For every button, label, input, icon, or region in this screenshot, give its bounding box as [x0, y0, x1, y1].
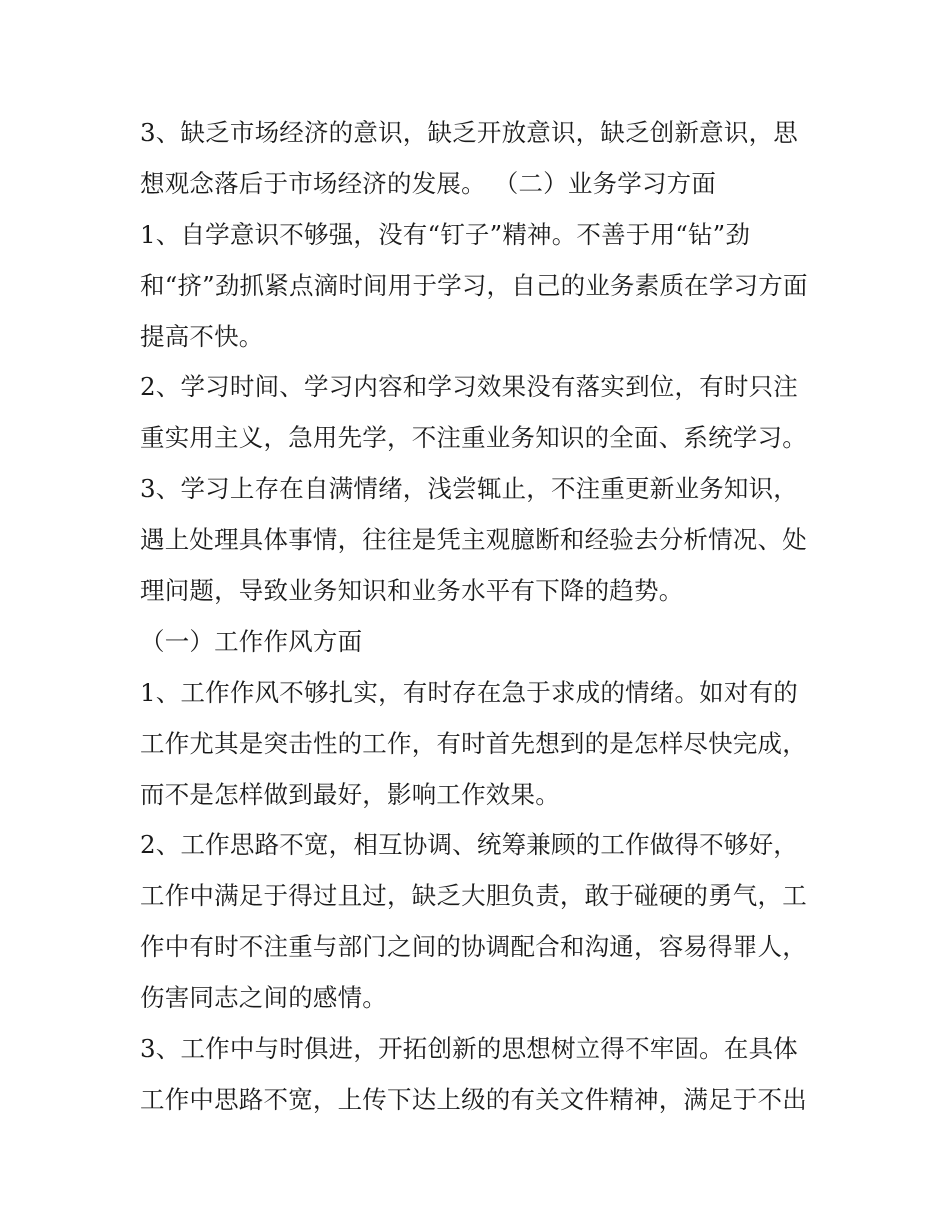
text-line: 想观念落后于市场经济的发展。 （二）业务学习方面 [140, 168, 717, 198]
text-line: 2、工作思路不宽，相互协调、统筹兼顾的工作做得不够好， [140, 830, 798, 860]
text-line: 2、学习时间、学习内容和学习效果没有落实到位，有时只注 [140, 372, 798, 402]
text-line: 工作尤其是突击性的工作，有时首先想到的是怎样尽快完成， [140, 728, 807, 758]
text-line: 伤害同志之间的感情。 [140, 983, 387, 1013]
text-line: 3、学习上存在自满情绪，浅尝辄止，不注重更新业务知识， [140, 474, 798, 504]
text-line: 1、自学意识不够强，没有“钉子”精神。不善于用“钻”劲 [140, 219, 751, 249]
text-line: 3、工作中与时俱进，开拓创新的思想树立得不牢固。在具体 [140, 1034, 798, 1064]
text-line: 和“挤”劲抓紧点滴时间用于学习，自己的业务素质在学习方面 [140, 270, 808, 300]
text-line: 而不是怎样做到最好，影响工作效果。 [140, 779, 560, 809]
text-line: 工作中满足于得过且过，缺乏大胆负责，敢于碰硬的勇气，工 [140, 881, 807, 911]
text-line: 重实用主义，急用先学，不注重业务知识的全面、系统学习。 [140, 423, 807, 453]
text-line: 理问题，导致业务知识和业务水平有下降的趋势。 [140, 576, 684, 606]
text-line: 提高不快。 [140, 321, 264, 351]
document-body [140, 108, 820, 1126]
text-line: 1、工作作风不够扎实，有时存在急于求成的情绪。如对有的 [140, 677, 798, 707]
section-heading: （一）工作作风方面 [140, 626, 363, 656]
text-line: 作中有时不注重与部门之间的协调配合和沟通，容易得罪人， [140, 932, 807, 962]
text-line: 3、缺乏市场经济的意识，缺乏开放意识，缺乏创新意识，思 [140, 118, 798, 147]
text-line: 工作中思路不宽，上传下达上级的有关文件精神，满足于不出 [140, 1084, 807, 1114]
text-line: 遇上处理具体事情，往往是凭主观臆断和经验去分析情况、处 [140, 525, 807, 555]
